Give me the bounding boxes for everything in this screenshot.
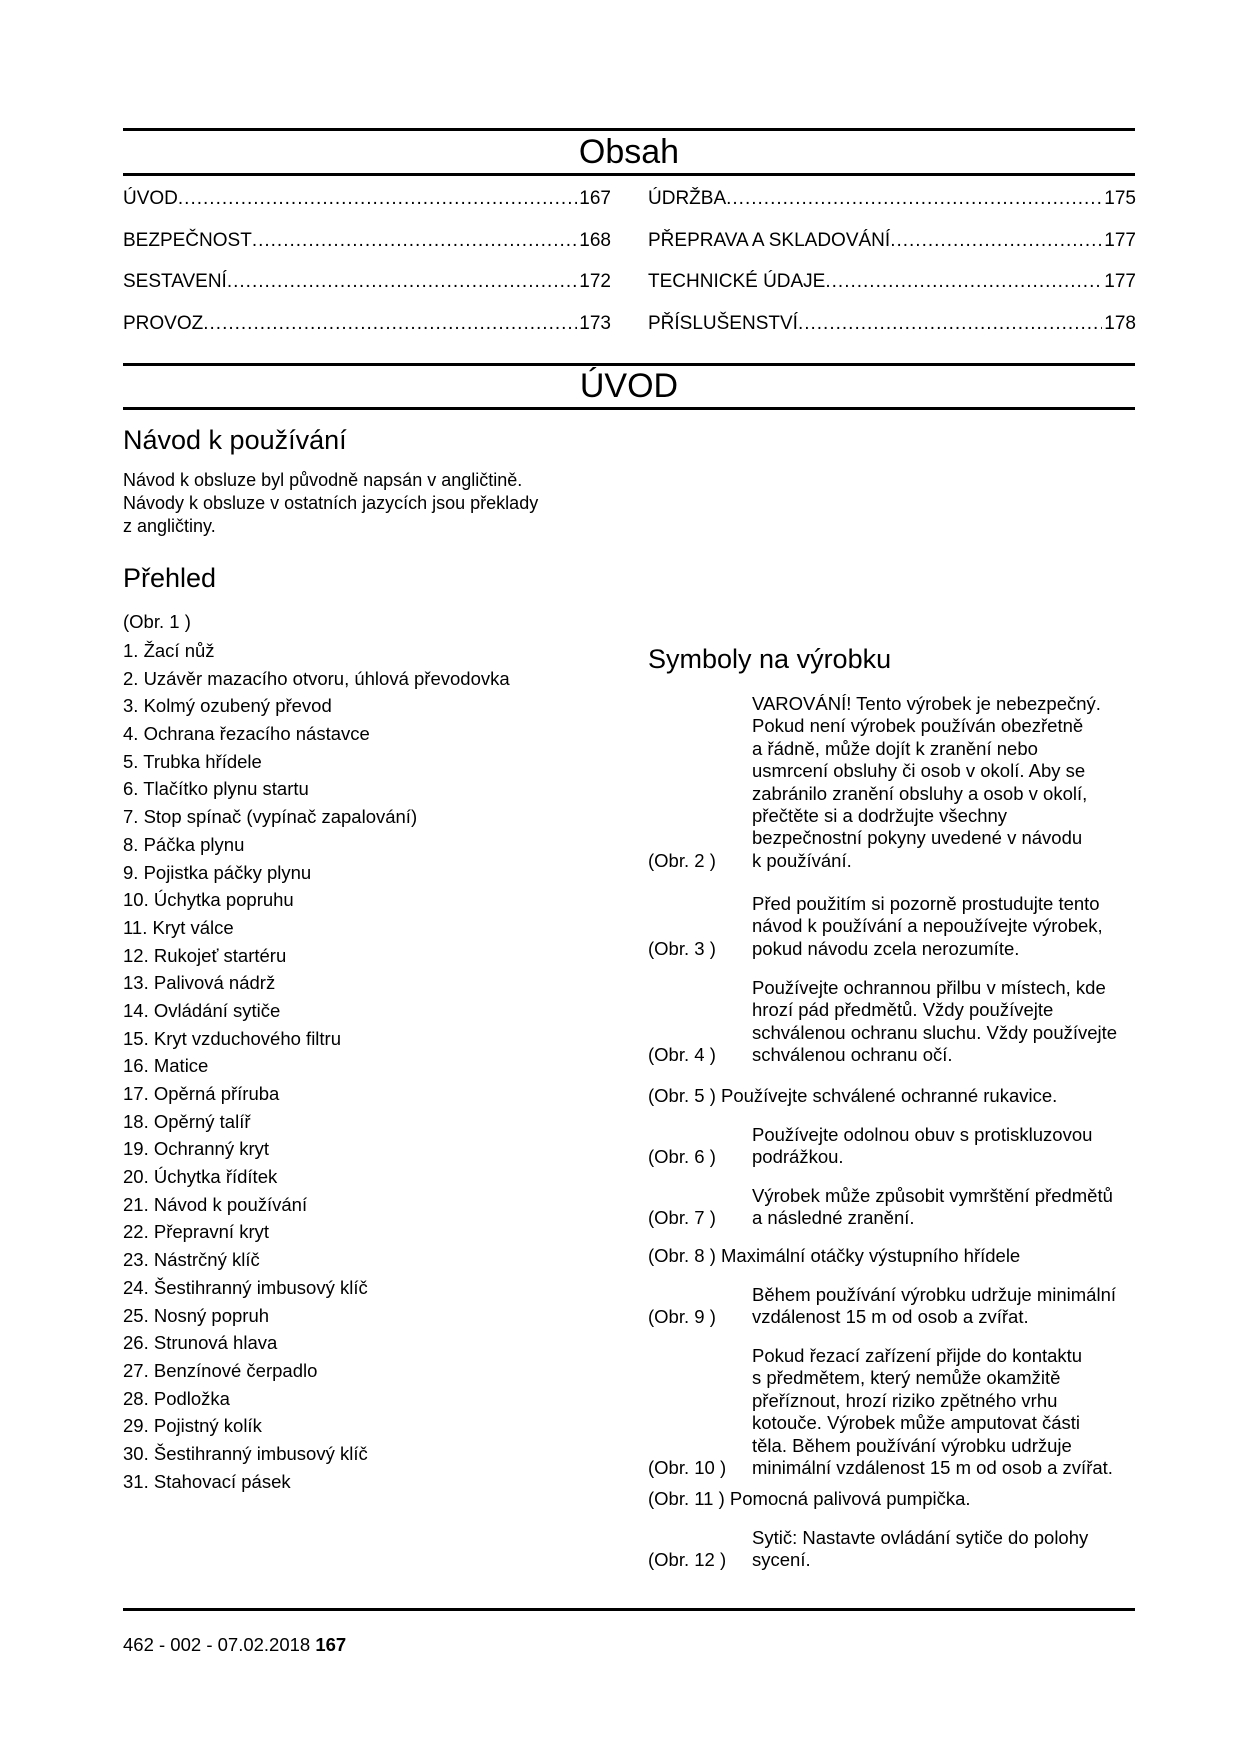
list-item: 16. Matice <box>123 1055 209 1077</box>
parts-list <box>123 637 510 1495</box>
list-item: 11. Kryt válce <box>123 916 234 938</box>
overview-heading: Přehled <box>123 563 217 593</box>
list-item: 31. Stahovací pásek <box>123 1470 291 1492</box>
list-item: 14. Ovládání sytiče <box>123 999 281 1021</box>
toc-entry-prislusenstvi[interactable]: PŘÍSLUŠENSTVÍ ..... 178 <box>648 313 1136 355</box>
list-item: 2. Uzávěr mazacího otvoru, úhlová převodovka <box>123 667 510 689</box>
list-item: 28. Podložka <box>123 1387 230 1409</box>
toc-title: Obsah <box>578 133 680 171</box>
figure-ref: (Obr. 10 ) <box>648 1457 727 1479</box>
symbol-item-5: (Obr. 5 ) Používejte schválené ochranné rukavice. <box>648 1085 1058 1106</box>
figure-ref: (Obr. 8 ) <box>648 1245 716 1266</box>
figure-ref: (Obr. 5 ) <box>648 1085 716 1106</box>
figure-ref: (Obr. 12 ) <box>648 1549 727 1571</box>
intro-title: ÚVOD <box>579 367 679 405</box>
toc-right-column <box>648 188 1136 354</box>
toc-bottom-rule <box>123 173 1135 176</box>
symbol-item-9: Během používání výrobku udržuje minimální vzdálenost 15 m od osob a zvířat. (Obr. 9 ) <box>648 1284 1117 1328</box>
list-item: 19. Ochranný kryt <box>123 1138 270 1160</box>
list-item: 10. Úchytka popruhu <box>123 889 294 911</box>
list-item: 22. Přepravní kryt <box>123 1221 270 1243</box>
toc-entry-preprava[interactable]: PŘEPRAVA A SKLADOVÁNÍ ..... 177 <box>648 230 1136 272</box>
symbol-item-2: VAROVÁNÍ! Tento výrobek je nebezpečný. Pokud není výrobek používán obezřetně a řádně, může dojít k zranění nebo usmrcení obsluhy či osob v okolí. Aby se zabránilo zranění obsluhy a osob v okolí, přečtěte si a dodržujte všechny bezpečnostní pokyny uvedené v návodu k používání. (Obr. 2 ) <box>648 693 1101 871</box>
toc-entry-sestaveni[interactable]: SESTAVENÍ ..... 172 <box>123 271 611 313</box>
intro-bottom-rule <box>123 407 1135 410</box>
list-item: 21. Návod k používání <box>123 1193 308 1215</box>
list-item: 7. Stop spínač (vypínač zapalování) <box>123 806 418 828</box>
list-item: 26. Strunová hlava <box>123 1332 278 1354</box>
list-item: 3. Kolmý ozubený převod <box>123 695 332 717</box>
figure-ref: (Obr. 11 ) <box>648 1488 725 1509</box>
list-item: 13. Palivová nádrž <box>123 972 276 994</box>
toc-entry-bezpecnost[interactable]: BEZPEČNOST ..... 168 <box>123 230 611 272</box>
list-item: 5. Trubka hřídele <box>123 750 262 772</box>
figure-ref: (Obr. 9 ) <box>648 1306 716 1328</box>
list-item: 20. Úchytka řídítek <box>123 1166 278 1188</box>
list-item: 4. Ochrana řezacího nástavce <box>123 723 370 745</box>
list-item: 27. Benzínové čerpadlo <box>123 1359 318 1381</box>
toc-entry-technicke-udaje[interactable]: TECHNICKÉ ÚDAJE ..... 177 <box>648 271 1136 313</box>
symbol-item-10: Pokud řezací zařízení přijde do kontaktu s předmětem, který nemůže okamžitě přeříznout, hrozí riziko zpětného vrhu kotouče. Výrobek může amputovat části těla. Během používání výrobku udržuje minimální vzdálenost 15 m od osob a zvířat. (Obr. 10 ) <box>648 1345 1113 1479</box>
list-item: 18. Opěrný talíř <box>123 1110 251 1132</box>
list-item: 24. Šestihranný imbusový klíč <box>123 1276 368 1298</box>
toc-entry-uvod[interactable]: ÚVOD ..... 167 <box>123 188 611 230</box>
list-item: 17. Opěrná příruba <box>123 1083 280 1104</box>
figure-ref: (Obr. 6 ) <box>648 1146 716 1168</box>
list-item: 1. Žací nůž <box>123 640 215 661</box>
symbol-item-3: Před použitím si pozorně prostudujte tento návod k používání a nepoužívejte výrobek, pokud návodu zcela nerozumíte. (Obr. 3 ) <box>648 893 1103 959</box>
list-item: 25. Nosný popruh <box>123 1304 270 1326</box>
page-footer <box>123 1634 346 1656</box>
symbol-item-7: Výrobek může způsobit vymrštění předmětů a následné zranění. (Obr. 7 ) <box>648 1185 1113 1229</box>
figure-ref: (Obr. 7 ) <box>648 1207 716 1229</box>
footer-rule <box>123 1608 1135 1611</box>
toc-top-rule <box>123 128 1135 131</box>
list-item: 9. Pojistka páčky plynu <box>123 861 312 883</box>
figure-ref: (Obr. 4 ) <box>648 1044 716 1066</box>
manual-heading: Návod k používání <box>123 425 347 455</box>
toc-entry-provoz[interactable]: PROVOZ ..... 173 <box>123 313 611 355</box>
symbols-heading: Symboly na výrobku <box>648 644 892 674</box>
list-item: 12. Rukojeť startéru <box>123 944 287 966</box>
page-number: 167 <box>315 1634 347 1655</box>
toc-entry-udrzba[interactable]: ÚDRŽBA ..... 175 <box>648 188 1136 230</box>
figure-ref: (Obr. 3 ) <box>648 937 716 959</box>
symbol-item-6: Používejte odolnou obuv s protiskluzovou podrážkou. (Obr. 6 ) <box>648 1124 1093 1168</box>
list-item: 15. Kryt vzduchového filtru <box>123 1027 341 1049</box>
symbol-item-12: Sytič: Nastavte ovládání sytiče do polohy sycení. (Obr. 12 ) <box>648 1527 1089 1571</box>
symbol-item-8: (Obr. 8 ) Maximální otáčky výstupního hřídele <box>648 1245 1021 1266</box>
doc-code: 462 - 002 - 07.02.2018 <box>123 1634 311 1655</box>
symbol-item-11: (Obr. 11 ) Pomocná palivová pumpička. <box>648 1488 971 1509</box>
list-item: 29. Pojistný kolík <box>123 1415 262 1437</box>
manual-text: Návod k obsluze byl původně napsán v angličtině. Návody k obsluze v ostatních jazycích jsou překlady z angličtiny. <box>123 470 539 536</box>
list-item: 23. Nástrčný klíč <box>123 1249 260 1271</box>
overview-figure-ref: (Obr. 1 ) <box>123 611 191 632</box>
list-item: 30. Šestihranný imbusový klíč <box>123 1442 368 1464</box>
symbol-item-4: Používejte ochrannou přilbu v místech, kde hrozí pád předmětů. Vždy používejte schválenou ochranu sluchu. Vždy používejte schválenou ochranu očí. (Obr. 4 ) <box>648 977 1118 1066</box>
list-item: 6. Tlačítko plynu startu <box>123 778 309 800</box>
toc-left-column <box>123 188 611 354</box>
figure-ref: (Obr. 2 ) <box>648 849 716 871</box>
list-item: 8. Páčka plynu <box>123 833 245 855</box>
